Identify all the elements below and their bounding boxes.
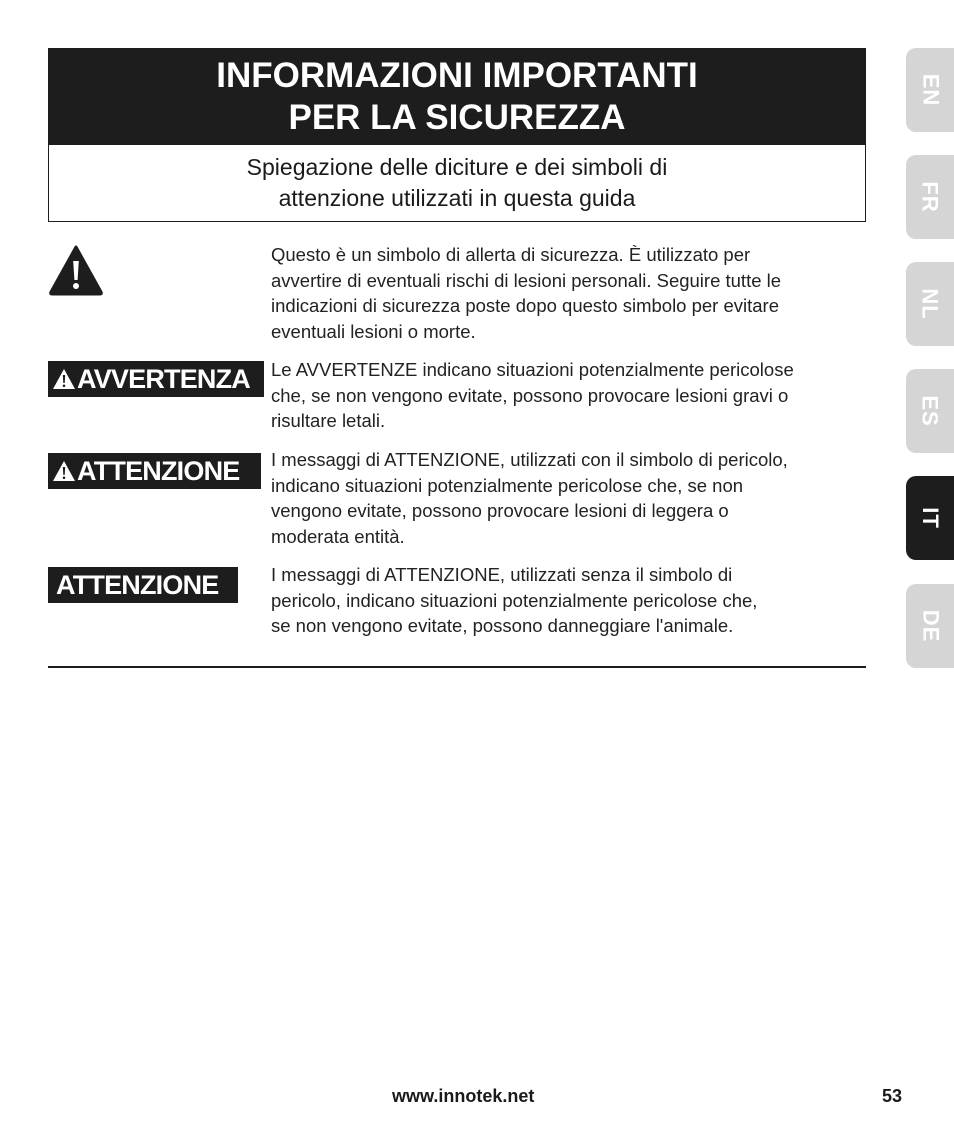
tab-en[interactable] bbox=[906, 48, 954, 132]
description-line: Le AVVERTENZE indicano situazioni potenzialmente pericolose bbox=[271, 359, 794, 380]
entry-description bbox=[271, 242, 861, 344]
description-line: moderata entità. bbox=[271, 525, 405, 547]
warning-triangle-icon bbox=[52, 368, 76, 390]
label-text: ATTENZIONE bbox=[77, 456, 240, 486]
description-line: I messaggi di ATTENZIONE, utilizzati con il simbolo di pericolo, bbox=[271, 449, 788, 470]
description-line: indicazioni di sicurezza poste dopo questo simbolo per evitare bbox=[271, 295, 780, 316]
description-line: se non vengono evitate, possono danneggiare l'animale. bbox=[271, 615, 734, 636]
description-line: vengono evitate, possono provocare lesioni di leggera o bbox=[271, 500, 729, 521]
title-line-2: PER LA SICUREZZA bbox=[288, 97, 626, 137]
tab-label: ES bbox=[917, 395, 943, 427]
description-line: Questo è un simbolo di allerta di sicurezza. È utilizzato per bbox=[271, 244, 751, 265]
avvertenza-label bbox=[48, 361, 264, 397]
description-line: eventuali lesioni o morte. bbox=[271, 320, 476, 342]
subtitle-line-1: Spiegazione delle diciture e dei simboli di bbox=[246, 154, 668, 180]
entry-description bbox=[271, 357, 861, 434]
warning-triangle-icon bbox=[52, 460, 76, 482]
tab-label: IT bbox=[918, 507, 943, 529]
tab-es[interactable] bbox=[906, 369, 954, 453]
page-subtitle bbox=[48, 145, 866, 222]
tab-de[interactable] bbox=[906, 584, 954, 668]
entry-description bbox=[271, 562, 861, 639]
page-number: 53 bbox=[882, 1086, 903, 1106]
footer-url[interactable]: www.innotek.net bbox=[392, 1086, 535, 1106]
warning-triangle-icon bbox=[48, 244, 104, 296]
description-line: I messaggi di ATTENZIONE, utilizzati senza il simbolo di bbox=[271, 564, 733, 585]
safety-entry-attenzione-with-symbol bbox=[48, 447, 866, 547]
tab-label: FR bbox=[917, 181, 943, 213]
description-line: avvertire di eventuali rischi di lesioni personali. Seguire tutte le bbox=[271, 269, 782, 291]
label-text: ATTENZIONE bbox=[56, 570, 219, 600]
attenzione-label-with-symbol bbox=[48, 453, 261, 489]
safety-entry-alert-symbol bbox=[48, 242, 866, 342]
description-line: indicano situazioni potenzialmente pericolose che, se non bbox=[271, 474, 744, 496]
attenzione-label-no-symbol bbox=[48, 567, 238, 603]
safety-entry-avvertenza bbox=[48, 357, 866, 437]
subtitle-line-2: attenzione utilizzati in questa guida bbox=[278, 185, 636, 211]
tab-label: NL bbox=[917, 288, 943, 320]
description-line: risultare letali. bbox=[271, 410, 386, 431]
page-title bbox=[48, 48, 866, 145]
tab-it[interactable] bbox=[906, 476, 954, 560]
title-line-1: INFORMAZIONI IMPORTANTI bbox=[216, 55, 698, 95]
tab-label: EN bbox=[918, 73, 943, 107]
safety-entry-attenzione-no-symbol bbox=[48, 562, 866, 642]
tab-nl[interactable] bbox=[906, 262, 954, 346]
label-text: AVVERTENZA bbox=[77, 364, 251, 394]
section-divider bbox=[48, 666, 866, 668]
entry-description bbox=[271, 447, 861, 549]
tab-fr[interactable] bbox=[906, 155, 954, 239]
description-line: che, se non vengono evitate, possono provocare lesioni gravi o bbox=[271, 384, 789, 406]
tab-label: DE bbox=[918, 609, 943, 643]
description-line: pericolo, indicano situazioni potenzialmente pericolose che, bbox=[271, 589, 758, 611]
